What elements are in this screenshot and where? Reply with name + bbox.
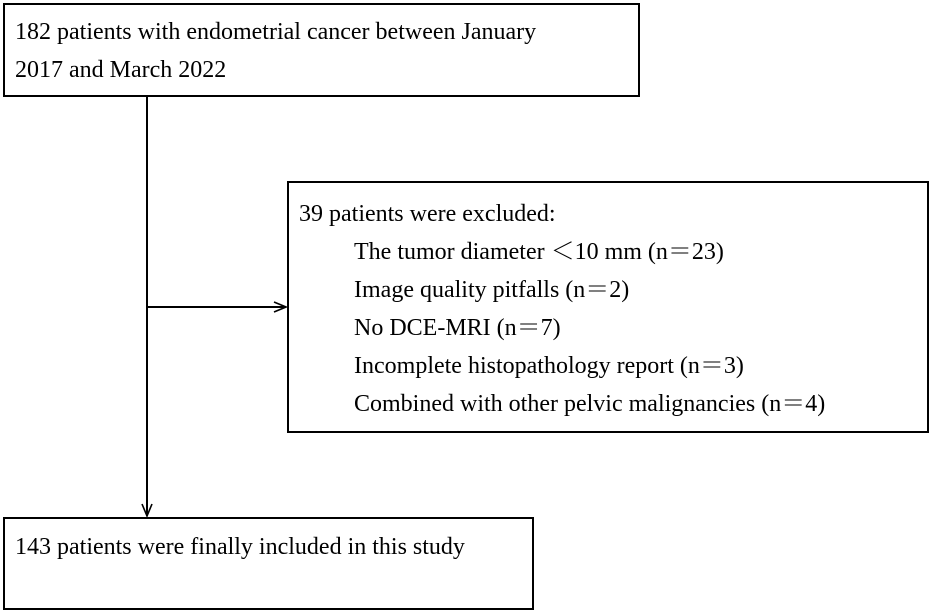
exclusion-reason-pelvic-malignancies: Combined with other pelvic malignancies (n＝4) [354,391,826,417]
exclusion-heading: 39 patients were excluded: [299,201,556,227]
start-box-line-2: 2017 and March 2022 [15,57,227,83]
exclusion-reason-tumor-diameter: The tumor diameter ＜10 mm (n＝23) [354,239,724,265]
exclusion-reason-incomplete-report: Incomplete histopathology report (n＝3) [354,353,744,379]
final-box [3,517,534,610]
exclusion-reason-image-quality: Image quality pitfalls (n＝2) [354,277,630,303]
exclusion-box [287,181,929,433]
start-box [3,3,640,97]
start-box-line-1: 182 patients with endometrial cancer between January [15,19,537,45]
final-box-text: 143 patients were finally included in this study [15,534,465,560]
exclusion-reason-no-dce-mri: No DCE-MRI (n＝7) [354,315,561,341]
